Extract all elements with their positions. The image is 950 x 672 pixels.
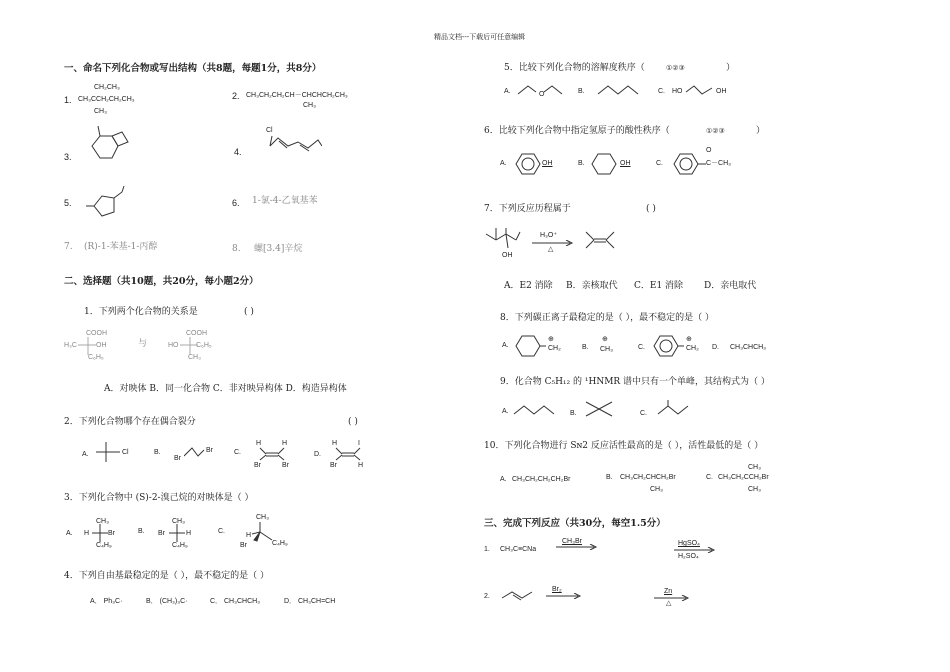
s2q3-stem: 3．下列化合物中 (S)-2-溴己烷的对映体是（ ） xyxy=(64,493,254,503)
r-q9-b-neopentane xyxy=(584,398,614,420)
s2q3-c-br: Br xyxy=(240,542,247,549)
section1-title: 一、命名下列化合物或写出结构（共8题，每题1分，共8分） xyxy=(64,63,322,74)
s2q2-d-i: I xyxy=(358,440,360,447)
r-q7-reactant xyxy=(484,226,524,252)
s2q2-a-cl: Cl xyxy=(122,449,129,456)
s2q2-b-br1: Br xyxy=(174,455,181,462)
r-q5-option-c: C. xyxy=(658,88,665,95)
r-q7-heat: △ xyxy=(548,246,554,253)
s2q1-m2-left: HO xyxy=(168,342,179,349)
r-s3-r1-reactant: CH₃C≡CNa xyxy=(500,546,537,553)
r-q8-option-d: D. xyxy=(712,344,719,351)
r-q8-a-ch2: CH₂ xyxy=(548,345,561,352)
r-q8-stem: 8．下列碳正离子最稳定的是（ ），最不稳定的是（ ） xyxy=(500,313,714,323)
s2q3-b-cross xyxy=(167,524,187,544)
s2q3-b-right: H xyxy=(186,530,192,537)
s2q2-option-d: D. xyxy=(314,451,321,458)
s2q4-option-b: B． (CH₃)₃C· xyxy=(146,598,188,605)
r-q5-c-ho: HO xyxy=(672,88,683,95)
r-q7-option-b: B．亲核取代 xyxy=(566,281,618,291)
s2q2-c-h2: H xyxy=(282,440,288,447)
s2q3-option-a: A. xyxy=(66,530,73,537)
q5-number: 5. xyxy=(64,198,72,208)
r-q5-stem: 5．比较下列化合物的溶解度秩序（ xyxy=(504,63,645,73)
s2q1-stem: 1．下列两个化合物的关系是 xyxy=(84,307,198,317)
s2q2-d-alkene xyxy=(334,446,362,462)
s2q1-m1-cross xyxy=(78,337,98,357)
q2-formula: CH₃CH₂CH₂CH－CHCHCH₂CH₃ xyxy=(246,92,348,99)
r-q9-c-isopentane xyxy=(656,398,692,420)
s2q3-option-c: C. xyxy=(218,528,225,535)
s2q2-b-structure xyxy=(184,446,206,460)
r-q8-c-ch2: CH₂ xyxy=(686,345,699,352)
r-q10-option-a: A. xyxy=(500,476,507,483)
s2q2-c-br2: Br xyxy=(282,462,289,469)
q6-name: 1-氯-4-乙氧基苯 xyxy=(252,196,318,206)
s2q4-option-c: C． CH₃CHCH₃ xyxy=(210,598,261,605)
r-q7-option-a: A．E2 消除 xyxy=(504,281,553,291)
s2q1-m2-bottom: CH₃ xyxy=(188,354,201,361)
r-q9-option-a: A. xyxy=(502,408,509,415)
q4-number: 4. xyxy=(234,147,242,157)
s2q3-c-c4h9: C₄H₉ xyxy=(272,540,288,547)
r-q5-marks: ①②③ xyxy=(666,64,685,72)
r-q6-close: ） xyxy=(756,126,766,136)
r-q9-stem: 9．化合物 C₅H₁₂ 的 ¹HNMR 谱中只有一个单峰，其结构式为（ ） xyxy=(500,377,770,387)
s2q2-d-h2: H xyxy=(358,462,364,469)
q3-bicyclic-structure xyxy=(82,124,142,172)
s2q3-a-top: CH₃ xyxy=(96,518,109,525)
r-q6-option-a: A. xyxy=(500,160,507,167)
s2q2-option-b: B. xyxy=(154,449,161,456)
r-q6-c-acetophenone xyxy=(670,150,706,178)
r-q8-a-plus: ⊕ xyxy=(548,336,554,343)
r-s3-r2-arrow2 xyxy=(654,595,690,601)
r-q5-a-oxygen: O xyxy=(539,91,545,98)
r-q8-d-text: CH₃CHCH₃ xyxy=(730,344,767,351)
r-q5-close: ） xyxy=(726,63,736,73)
s2q4-option-d: D． CH₃CH=CH xyxy=(284,598,336,605)
r-q6-c-oxygen: O xyxy=(706,147,712,154)
s2q1-m2-top: COOH xyxy=(186,330,207,337)
s2q3-c-top: CH₃ xyxy=(256,514,269,521)
r-s3-r2-reagent2: Zn xyxy=(664,588,673,595)
s2q1-m2-cross xyxy=(180,337,200,357)
q8-name: 螺[3.4]辛烷 xyxy=(254,244,303,254)
r-q9-option-b: B. xyxy=(570,410,577,417)
r-q10-b-text: CH₃CH₂CHCH₂Br xyxy=(620,474,676,481)
q8-number: 8. xyxy=(232,244,241,254)
s2q2-answer-paren[interactable]: ( ) xyxy=(348,417,358,427)
s2q3-a-right: Br xyxy=(108,530,115,537)
r-s3-r2-butene xyxy=(500,588,536,602)
q4-chlorine: Cl xyxy=(266,127,273,134)
r-q6-a-phenol xyxy=(512,150,544,178)
q6-number: 6. xyxy=(232,198,240,208)
r-q7-stem: 7．下列反应历程属于 xyxy=(484,204,571,214)
r-s3-r1-reagent1: CH₃Br xyxy=(562,538,582,545)
q1-line1: CH₂CH₃ xyxy=(94,84,120,91)
r-q10-stem: 10．下列化合物进行 Sɴ2 反应活性最高的是（ ），活性最低的是（ ） xyxy=(484,441,764,451)
r-q10-option-b: B. xyxy=(606,474,613,481)
r-q8-a-cyclohexylmethyl xyxy=(512,332,548,360)
r-q6-option-c: C. xyxy=(656,160,663,167)
r-q10-b-sub: CH₃ xyxy=(650,486,663,493)
s2q3-c-h: H xyxy=(246,532,252,539)
r-q9-option-c: C. xyxy=(640,410,647,417)
r-q5-option-b: B. xyxy=(578,88,585,95)
r-q8-b-ch3: CH₃ xyxy=(600,346,613,353)
s2q2-option-c: C. xyxy=(234,449,241,456)
s2q2-b-br2: Br xyxy=(206,447,213,454)
r-s3-r1-arrow1 xyxy=(556,544,598,550)
r-q7-option-d: D．亲电取代 xyxy=(704,281,757,291)
r-q10-c-top: CH₃ xyxy=(748,464,761,471)
r-q7-product xyxy=(584,230,616,250)
s2q1-answer-paren[interactable]: ( ) xyxy=(244,307,254,317)
s2q3-b-bottom: C₄H₉ xyxy=(172,542,188,549)
r-q8-b-plus: ⊕ xyxy=(602,336,608,343)
r-q8-option-a: A. xyxy=(502,342,509,349)
r-q10-a-text: CH₃CH₂CH₂CH₂Br xyxy=(512,476,571,483)
page-header: 精品文档---下载后可任意编辑 xyxy=(434,33,526,41)
r-q8-c-benzyl xyxy=(650,332,686,360)
r-q5-b-pentane xyxy=(596,82,646,100)
r-q7-option-c: C．E1 消除 xyxy=(634,281,684,291)
r-q6-a-oh: OH xyxy=(542,160,553,167)
section2-title: 二、选择题（共10题，共20分，每小题2分） xyxy=(64,276,259,287)
s2q1-m1-bottom: C₆H₅ xyxy=(88,354,104,361)
r-q7-oh: OH xyxy=(502,252,513,259)
s2q3-a-cross xyxy=(90,524,110,544)
s2q1-m1-top: COOH xyxy=(86,330,107,337)
r-q10-c-bottom: CH₃ xyxy=(748,486,761,493)
r-q7-answer-paren[interactable]: ( ) xyxy=(646,204,656,214)
s2q3-c-wedge xyxy=(248,520,274,544)
r-q5-c-diol xyxy=(684,82,716,100)
q1-line3: CH₃ xyxy=(94,108,107,115)
section3-title: 三、完成下列反应（共30分，每空1.5分） xyxy=(484,518,666,529)
r-q8-option-c: C. xyxy=(638,344,645,351)
r-q5-c-oh: OH xyxy=(716,88,727,95)
s2q2-d-br: Br xyxy=(330,462,337,469)
r-q10-c-text: CH₃CH₂CCH₂Br xyxy=(718,474,769,481)
s2q2-c-br1: Br xyxy=(254,462,261,469)
r-s3-r1-reagent3: H₂SO₄ xyxy=(678,553,699,560)
s2q2-c-alkene xyxy=(258,446,286,462)
s2q4-stem: 4．下列自由基最稳定的是（ ），最不稳定的是（ ） xyxy=(64,571,269,581)
s2q3-option-b: B. xyxy=(138,528,145,535)
s2q2-stem: 2．下列化合物哪个存在偶合裂分 xyxy=(64,417,196,427)
q2-number: 2. xyxy=(232,91,240,101)
r-q6-stem: 6．比较下列化合物中指定氢原子的酸性秩序（ xyxy=(484,126,670,136)
r-q10-option-c: C. xyxy=(706,474,713,481)
s2q2-option-a: A. xyxy=(82,451,89,458)
r-q6-c-chain: C－CH₃ xyxy=(706,160,732,167)
r-q6-b-cyclohexanol xyxy=(588,150,620,178)
q2-substituent: CH₃ xyxy=(303,102,316,109)
s2q1-m1-left: H₃C xyxy=(64,342,77,349)
r-s3-r1-number: 1. xyxy=(484,546,490,553)
s2q2-c-h1: H xyxy=(256,440,262,447)
q5-cyclopentane-structure xyxy=(84,184,132,224)
r-q8-option-b: B. xyxy=(582,344,589,351)
q3-number: 3. xyxy=(64,152,72,162)
s2q4-option-a: A． Ph₃C· xyxy=(90,598,123,605)
r-q7-reagent: H₃O⁺ xyxy=(540,232,558,239)
s2q1-and: 与 xyxy=(138,339,148,349)
s2q1-options: A．对映体 B．同一化合物 C．非对映异构体 D．构造异构体 xyxy=(104,384,347,394)
r-s3-r2-number: 2. xyxy=(484,593,490,600)
q7-number: 7. xyxy=(64,242,73,252)
s2q3-b-left: Br xyxy=(158,530,165,537)
r-s3-r2-arrow1 xyxy=(546,593,582,599)
r-q9-a-pentane xyxy=(512,402,556,418)
s2q3-a-left: H xyxy=(84,530,90,537)
r-q6-marks: ①②③ xyxy=(706,127,725,135)
s2q3-b-top: CH₃ xyxy=(172,518,185,525)
r-q8-c-plus: ⊕ xyxy=(686,336,692,343)
q4-diene-structure xyxy=(262,134,322,160)
s2q3-a-bottom: C₄H₉ xyxy=(96,542,112,549)
q1-line2: CH₃CCH₂CH₂CH₃ xyxy=(78,96,135,103)
r-q5-option-a: A. xyxy=(504,88,511,95)
s2q2-d-h1: H xyxy=(332,440,338,447)
r-s3-r2-heat: △ xyxy=(666,600,672,607)
r-s3-r1-reagent2: HgSO₄ xyxy=(678,540,700,547)
q7-name: (R)-1-苯基-1-丙醇 xyxy=(84,242,158,252)
r-q6-option-b: B. xyxy=(578,160,585,167)
s2q1-m2-right: C₆H₅ xyxy=(196,342,212,349)
q1-number: 1. xyxy=(64,95,72,105)
r-s3-r2-reagent1: Br₂ xyxy=(552,586,562,593)
s2q1-m1-right: OH xyxy=(96,342,107,349)
r-q6-b-oh: OH xyxy=(620,160,631,167)
